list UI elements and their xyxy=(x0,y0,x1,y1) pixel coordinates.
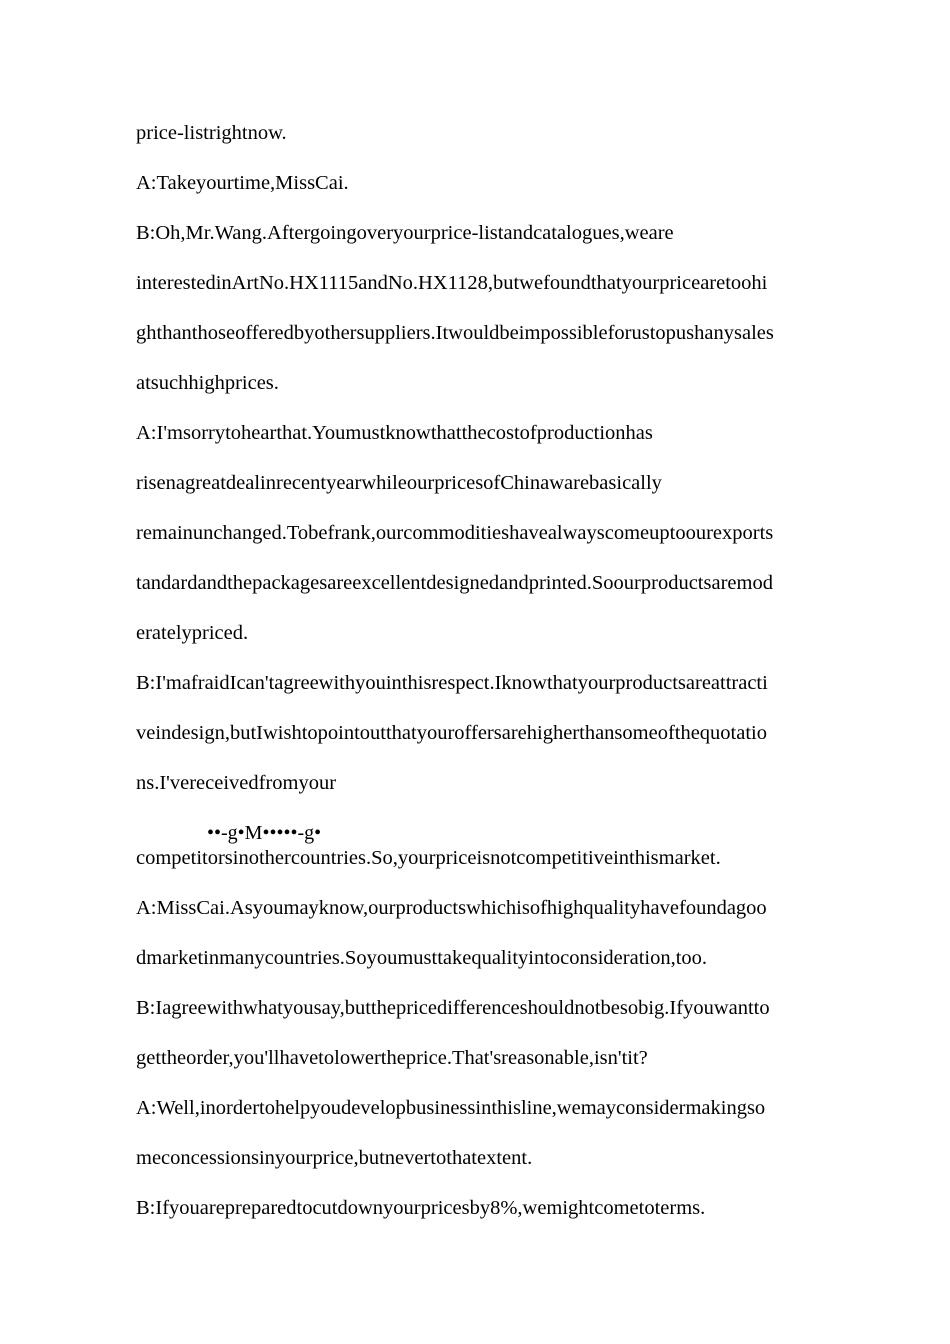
text-line: B:Oh,Mr.Wang.Aftergoingoveryourprice-listandcatalogues,weare xyxy=(136,222,674,244)
text-line: remainunchanged.Tobefrank,ourcommoditieshavealwayscomeuptoourexports xyxy=(136,522,774,544)
text-line: A:MissCai.Asyoumayknow,ourproductswhichisofhighqualityhavefoundagoo xyxy=(136,897,767,919)
text-line: meconcessionsinyourprice,butnevertothatextent. xyxy=(136,1147,533,1169)
text-line: A:I'msorrytohearthat.Youmustknowthatthecostofproductionhas xyxy=(136,422,653,444)
text-line: competitorsinothercountries.So,yourpriceisnotcompetitiveinthismarket. xyxy=(136,847,721,869)
text-line: B:Ifyouarepreparedtocutdownyourpricesby8%,wemightcometoterms. xyxy=(136,1197,706,1219)
text-line: A:Takeyourtime,MissCai. xyxy=(136,172,349,194)
text-line: ns.I'vereceivedfromyour xyxy=(136,772,337,794)
scan-artifact-text: ••-g•M•••••-g• xyxy=(207,822,322,844)
text-line: eratelypriced. xyxy=(136,622,249,644)
text-line: A:Well,inordertohelpyoudevelopbusinessinthisline,wemayconsidermakingso xyxy=(136,1097,766,1119)
text-line: gettheorder,you'llhavetolowertheprice.That'sreasonable,isn'tit? xyxy=(136,1047,648,1069)
text-line: risenagreatdealinrecentyearwhileourpricesofChinawarebasically xyxy=(136,472,662,494)
text-line: interestedinArtNo.HX1115andNo.HX1128,butwefoundthatyourpricearetoohi xyxy=(136,272,768,294)
text-line: atsuchhighprices. xyxy=(136,372,279,394)
text-line: price-listrightnow. xyxy=(136,122,287,144)
text-line: veindesign,butIwishtopointoutthatyouroffersarehigherthansomeofthequotatio xyxy=(136,722,767,744)
text-line: ghthanthoseofferedbyothersuppliers.Itwouldbeimpossibleforustopushanysales xyxy=(136,322,774,344)
text-line: tandardandthepackagesareexcellentdesignedandprinted.Soourproductsaremod xyxy=(136,572,773,594)
text-line: dmarketinmanycountries.Soyoumusttakequalityintoconsideration,too. xyxy=(136,947,708,969)
text-line: B:Iagreewithwhatyousay,butthepricedifferenceshouldnotbesobig.Ifyouwantto xyxy=(136,997,770,1019)
text-line: B:I'mafraidIcan'tagreewithyouinthisrespect.Iknowthatyourproductsareattracti xyxy=(136,672,768,694)
